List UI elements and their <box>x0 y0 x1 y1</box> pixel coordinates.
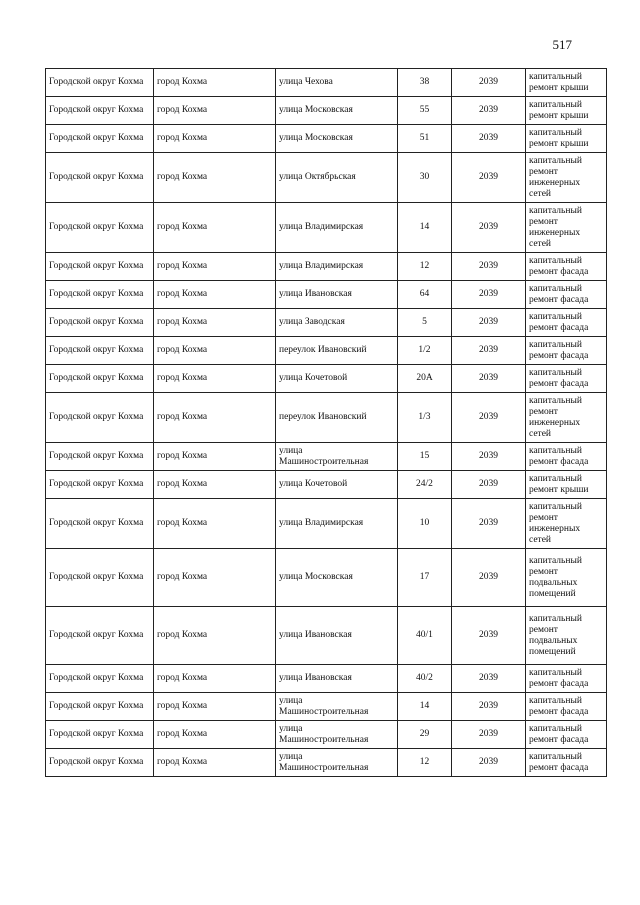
work-type-cell: капитальный ремонт фасада <box>526 281 607 309</box>
table-row <box>46 365 607 393</box>
work-type-cell: капитальный ремонт фасада <box>526 693 607 721</box>
table-row <box>46 443 607 471</box>
street-cell: улица Владимирская <box>276 499 398 549</box>
street-cell: переулок Ивановский <box>276 393 398 443</box>
house-number-cell: 14 <box>398 693 452 721</box>
city-cell: город Кохма <box>154 281 276 309</box>
table-row <box>46 253 607 281</box>
district-cell: Городской округ Кохма <box>46 153 154 203</box>
table-row <box>46 721 607 749</box>
street-cell: улица Московская <box>276 97 398 125</box>
year-cell: 2039 <box>452 337 526 365</box>
house-number-cell: 14 <box>398 203 452 253</box>
city-cell: город Кохма <box>154 749 276 777</box>
street-cell: улица Владимирская <box>276 253 398 281</box>
house-number-cell: 5 <box>398 309 452 337</box>
table-row <box>46 125 607 153</box>
city-cell: город Кохма <box>154 153 276 203</box>
table-row <box>46 665 607 693</box>
work-type-cell: капитальный ремонт фасада <box>526 365 607 393</box>
district-cell: Городской округ Кохма <box>46 471 154 499</box>
work-type-cell: капитальный ремонт фасада <box>526 309 607 337</box>
table-row <box>46 393 607 443</box>
house-number-cell: 40/2 <box>398 665 452 693</box>
street-cell: улица Заводская <box>276 309 398 337</box>
page-number: 517 <box>552 37 572 52</box>
work-type-cell: капитальный ремонт подвальных помещений <box>526 549 607 607</box>
city-cell: город Кохма <box>154 443 276 471</box>
house-number-cell: 24/2 <box>398 471 452 499</box>
district-cell: Городской округ Кохма <box>46 499 154 549</box>
house-number-cell: 1/3 <box>398 393 452 443</box>
year-cell: 2039 <box>452 549 526 607</box>
street-cell: улица Кочетовой <box>276 471 398 499</box>
work-type-cell: капитальный ремонт инженерных сетей <box>526 153 607 203</box>
district-cell: Городской округ Кохма <box>46 337 154 365</box>
city-cell: город Кохма <box>154 549 276 607</box>
year-cell: 2039 <box>452 471 526 499</box>
work-type-cell: капитальный ремонт фасада <box>526 337 607 365</box>
work-type-cell: капитальный ремонт крыши <box>526 69 607 97</box>
district-cell: Городской округ Кохма <box>46 749 154 777</box>
work-type-cell: капитальный ремонт подвальных помещений <box>526 607 607 665</box>
work-type-cell: капитальный ремонт инженерных сетей <box>526 499 607 549</box>
table-row <box>46 309 607 337</box>
year-cell: 2039 <box>452 721 526 749</box>
street-cell: улица Машиностроительная <box>276 443 398 471</box>
house-number-cell: 40/1 <box>398 607 452 665</box>
house-number-cell: 10 <box>398 499 452 549</box>
work-type-cell: капитальный ремонт крыши <box>526 125 607 153</box>
street-cell: улица Машиностроительная <box>276 749 398 777</box>
street-cell: улица Октябрьская <box>276 153 398 203</box>
street-cell: улица Чехова <box>276 69 398 97</box>
year-cell: 2039 <box>452 393 526 443</box>
work-type-cell: капитальный ремонт крыши <box>526 471 607 499</box>
city-cell: город Кохма <box>154 693 276 721</box>
district-cell: Городской округ Кохма <box>46 97 154 125</box>
house-number-cell: 38 <box>398 69 452 97</box>
house-number-cell: 51 <box>398 125 452 153</box>
house-number-cell: 12 <box>398 253 452 281</box>
table-row <box>46 153 607 203</box>
house-number-cell: 29 <box>398 721 452 749</box>
table-row <box>46 471 607 499</box>
city-cell: город Кохма <box>154 499 276 549</box>
city-cell: город Кохма <box>154 203 276 253</box>
district-cell: Городской округ Кохма <box>46 607 154 665</box>
city-cell: город Кохма <box>154 393 276 443</box>
district-cell: Городской округ Кохма <box>46 69 154 97</box>
district-cell: Городской округ Кохма <box>46 693 154 721</box>
street-cell: улица Ивановская <box>276 665 398 693</box>
work-type-cell: капитальный ремонт крыши <box>526 97 607 125</box>
street-cell: улица Ивановская <box>276 281 398 309</box>
house-number-cell: 12 <box>398 749 452 777</box>
work-type-cell: капитальный ремонт фасада <box>526 665 607 693</box>
year-cell: 2039 <box>452 749 526 777</box>
district-cell: Городской округ Кохма <box>46 721 154 749</box>
year-cell: 2039 <box>452 203 526 253</box>
street-cell: улица Машиностроительная <box>276 721 398 749</box>
district-cell: Городской округ Кохма <box>46 253 154 281</box>
year-cell: 2039 <box>452 309 526 337</box>
house-number-cell: 30 <box>398 153 452 203</box>
year-cell: 2039 <box>452 607 526 665</box>
year-cell: 2039 <box>452 499 526 549</box>
district-cell: Городской округ Кохма <box>46 309 154 337</box>
work-type-cell: капитальный ремонт фасада <box>526 749 607 777</box>
district-cell: Городской округ Кохма <box>46 549 154 607</box>
table-row <box>46 337 607 365</box>
street-cell: улица Московская <box>276 125 398 153</box>
year-cell: 2039 <box>452 693 526 721</box>
city-cell: город Кохма <box>154 309 276 337</box>
street-cell: улица Кочетовой <box>276 365 398 393</box>
district-cell: Городской округ Кохма <box>46 393 154 443</box>
repair-schedule-table <box>45 68 607 777</box>
district-cell: Городской округ Кохма <box>46 203 154 253</box>
table-body <box>46 69 607 777</box>
house-number-cell: 64 <box>398 281 452 309</box>
street-cell: улица Владимирская <box>276 203 398 253</box>
work-type-cell: капитальный ремонт фасада <box>526 443 607 471</box>
city-cell: город Кохма <box>154 607 276 665</box>
year-cell: 2039 <box>452 665 526 693</box>
city-cell: город Кохма <box>154 97 276 125</box>
city-cell: город Кохма <box>154 337 276 365</box>
work-type-cell: капитальный ремонт инженерных сетей <box>526 203 607 253</box>
work-type-cell: капитальный ремонт фасада <box>526 253 607 281</box>
table-row <box>46 693 607 721</box>
city-cell: город Кохма <box>154 69 276 97</box>
city-cell: город Кохма <box>154 721 276 749</box>
work-type-cell: капитальный ремонт фасада <box>526 721 607 749</box>
year-cell: 2039 <box>452 153 526 203</box>
year-cell: 2039 <box>452 281 526 309</box>
house-number-cell: 1/2 <box>398 337 452 365</box>
table-row <box>46 69 607 97</box>
table-row <box>46 97 607 125</box>
city-cell: город Кохма <box>154 253 276 281</box>
year-cell: 2039 <box>452 443 526 471</box>
city-cell: город Кохма <box>154 665 276 693</box>
year-cell: 2039 <box>452 69 526 97</box>
table-row <box>46 549 607 607</box>
house-number-cell: 55 <box>398 97 452 125</box>
district-cell: Городской округ Кохма <box>46 365 154 393</box>
street-cell: улица Ивановская <box>276 607 398 665</box>
year-cell: 2039 <box>452 125 526 153</box>
district-cell: Городской округ Кохма <box>46 665 154 693</box>
street-cell: переулок Ивановский <box>276 337 398 365</box>
table-row <box>46 281 607 309</box>
district-cell: Городской округ Кохма <box>46 443 154 471</box>
year-cell: 2039 <box>452 97 526 125</box>
street-cell: улица Машиностроительная <box>276 693 398 721</box>
city-cell: город Кохма <box>154 471 276 499</box>
table-row <box>46 749 607 777</box>
table-row <box>46 499 607 549</box>
work-type-cell: капитальный ремонт инженерных сетей <box>526 393 607 443</box>
district-cell: Городской округ Кохма <box>46 281 154 309</box>
house-number-cell: 17 <box>398 549 452 607</box>
table-row <box>46 203 607 253</box>
house-number-cell: 20А <box>398 365 452 393</box>
year-cell: 2039 <box>452 253 526 281</box>
street-cell: улица Московская <box>276 549 398 607</box>
city-cell: город Кохма <box>154 125 276 153</box>
table-row <box>46 607 607 665</box>
house-number-cell: 15 <box>398 443 452 471</box>
city-cell: город Кохма <box>154 365 276 393</box>
year-cell: 2039 <box>452 365 526 393</box>
district-cell: Городской округ Кохма <box>46 125 154 153</box>
